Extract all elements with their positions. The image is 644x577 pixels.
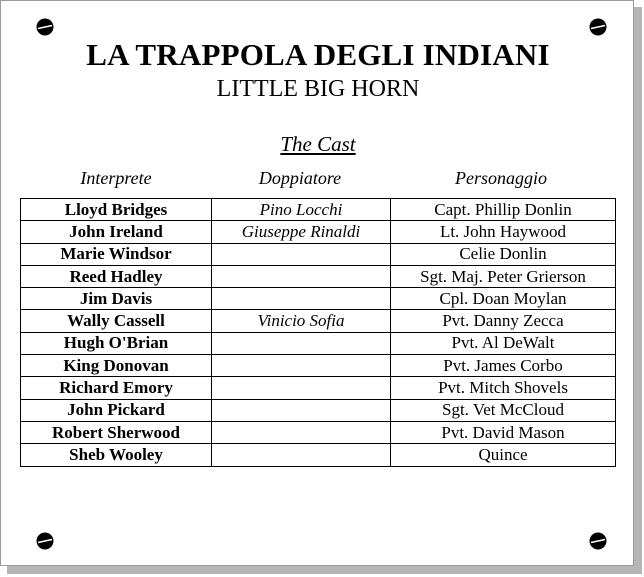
actor-cell: Marie Windsor (21, 243, 212, 265)
page-subtitle: LITTLE BIG HORN (216, 76, 420, 102)
screw-icon (36, 532, 54, 550)
actor-cell: Richard Emory (21, 377, 212, 399)
dubber-cell: Giuseppe Rinaldi (212, 221, 391, 243)
page-title: LA TRAPPOLA DEGLI INDIANI (86, 37, 550, 72)
table-row (21, 221, 616, 243)
dubber-cell (212, 243, 391, 265)
actor-cell: Reed Hadley (21, 265, 212, 287)
role-cell: Sgt. Maj. Peter Grierson (391, 265, 616, 287)
table-row (21, 288, 616, 310)
dubber-cell (212, 444, 391, 466)
actor-cell: John Ireland (21, 221, 212, 243)
actor-cell: Robert Sherwood (21, 421, 212, 443)
column-header-actor: Interprete (80, 168, 152, 188)
plaque-shadow-right (634, 7, 642, 574)
table-row (21, 265, 616, 287)
table-row (21, 377, 616, 399)
actor-cell: Lloyd Bridges (21, 199, 212, 221)
role-cell: Pvt. David Mason (391, 421, 616, 443)
dubber-cell (212, 355, 391, 377)
dubber-cell (212, 421, 391, 443)
screw-icon (36, 18, 54, 36)
role-cell: Pvt. James Corbo (391, 355, 616, 377)
role-cell: Cpl. Doan Moylan (391, 288, 616, 310)
table-row (21, 444, 616, 466)
dubber-cell (212, 288, 391, 310)
actor-cell: King Donovan (21, 355, 212, 377)
actor-cell: John Pickard (21, 399, 212, 421)
cast-heading: The Cast (280, 132, 356, 156)
table-row (21, 332, 616, 354)
cast-table (20, 198, 616, 467)
role-cell: Pvt. Mitch Shovels (391, 377, 616, 399)
table-row (21, 421, 616, 443)
plaque-shadow-bottom (7, 566, 642, 574)
table-row (21, 199, 616, 221)
role-cell: Lt. John Haywood (391, 221, 616, 243)
role-cell: Capt. Phillip Donlin (391, 199, 616, 221)
table-row (21, 399, 616, 421)
dubber-cell (212, 332, 391, 354)
column-header-role: Personaggio (455, 168, 547, 188)
role-cell: Pvt. Al DeWalt (391, 332, 616, 354)
actor-cell: Wally Cassell (21, 310, 212, 332)
table-row (21, 310, 616, 332)
table-row (21, 355, 616, 377)
dubber-cell (212, 399, 391, 421)
actor-cell: Sheb Wooley (21, 444, 212, 466)
role-cell: Celie Donlin (391, 243, 616, 265)
role-cell: Pvt. Danny Zecca (391, 310, 616, 332)
screw-icon (589, 532, 607, 550)
column-header-dubber: Doppiatore (258, 168, 342, 188)
actor-cell: Hugh O'Brian (21, 332, 212, 354)
role-cell: Sgt. Vet McCloud (391, 399, 616, 421)
role-cell: Quince (391, 444, 616, 466)
dubber-cell (212, 377, 391, 399)
dubber-cell (212, 265, 391, 287)
dubber-cell: Pino Locchi (212, 199, 391, 221)
screw-icon (589, 18, 607, 36)
actor-cell: Jim Davis (21, 288, 212, 310)
table-row (21, 243, 616, 265)
dubber-cell: Vinicio Sofia (212, 310, 391, 332)
